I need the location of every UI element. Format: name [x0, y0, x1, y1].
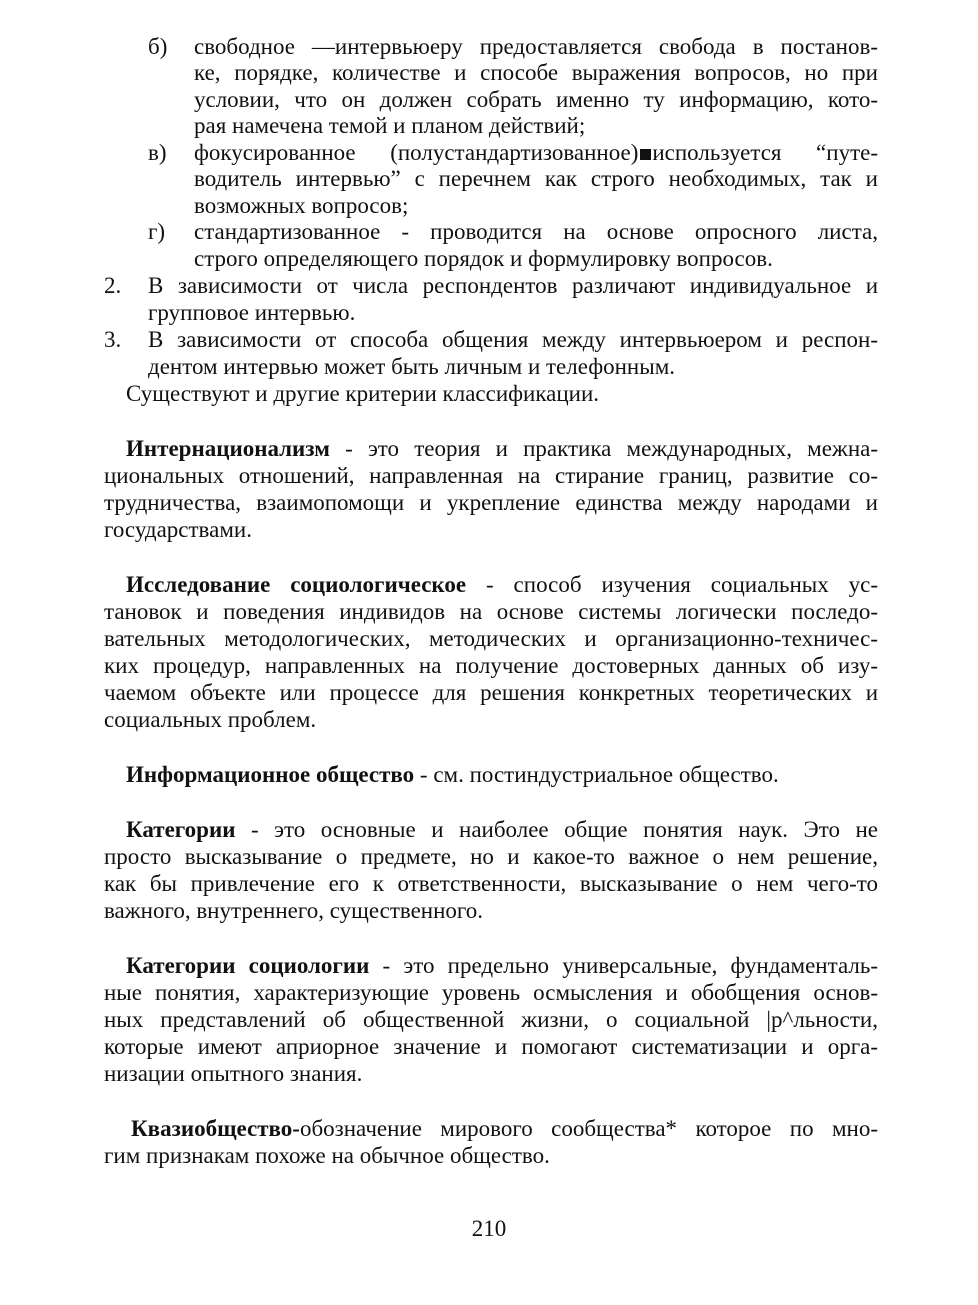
text-line: тановок и поведения индивидов на основе системы логически последо- — [104, 599, 878, 624]
term-separator: - — [466, 572, 514, 597]
text-segment: фокусированное (полустандартизованное) — [194, 140, 639, 165]
text-line: ные понятия, характеризующие уровень осмысления и обобщения основ- — [104, 980, 878, 1005]
list-marker: в) — [148, 140, 167, 165]
text-line: социальных проблем. — [104, 707, 317, 732]
text-segment: это теория и практика международных, межна- — [367, 436, 878, 461]
entry-first-line — [126, 817, 878, 843]
term-separator: - — [369, 953, 404, 978]
text-line: свободное —интервьюеру предоставляется свобода в постанов- — [194, 34, 878, 59]
entry-term: Категории социологии — [126, 953, 370, 978]
list-marker: 3. — [104, 327, 122, 352]
text-line: ке, порядке, количестве и способе выражения вопросов, но при — [194, 60, 878, 85]
text-line: трудничества, взаимопомощи и укрепление единства между народами и — [104, 490, 878, 515]
text-line: рая намечена темой и планом действий; — [194, 113, 586, 138]
list-marker: 2. — [104, 273, 122, 298]
text-line: В зависимости от числа респондентов различают индивидуальное и — [148, 273, 878, 298]
text-line: ных представлений об общественной жизни, о социальной |р^льности, — [104, 1007, 878, 1032]
text-line: водитель интервью” с перечнем как строго необходимых, так и — [194, 166, 878, 191]
text-line: групповое интервью. — [148, 300, 356, 325]
text-segment: см. постиндустриальное общество. — [433, 762, 779, 787]
text-line: гим признакам похоже на обычное общество. — [104, 1143, 550, 1168]
list-marker: б) — [148, 34, 168, 59]
text-line: циональных отношений, направленная на стирание границ, развитие со- — [104, 463, 878, 488]
text-line: строго определяющего порядок и формулировку вопросов. — [194, 246, 773, 271]
text-line: вательных методологических, методических и организационно-техничес- — [104, 626, 878, 651]
entry-first-line — [126, 436, 878, 462]
text-line — [194, 140, 878, 166]
text-line: стандартизованное - проводится на основе опросного листа, — [194, 219, 878, 244]
entry-term: Интернационализм — [126, 436, 330, 461]
text-line: государствами. — [104, 517, 252, 542]
text-line: В зависимости от способа общения между интервьюером и респон- — [148, 327, 878, 352]
text-line: дентом интервью может быть личным и телефонным. — [148, 354, 676, 379]
entry-term: Категории — [126, 817, 236, 842]
text-line: которые имеют априорное значение и помогают систематизации и орга- — [104, 1034, 878, 1059]
entry-term: Квазиобщество- — [131, 1116, 300, 1141]
text-segment: способ изучения социальных ус- — [513, 572, 878, 597]
text-line: чаемом объекте или процессе для решения конкретных теоретических и — [104, 680, 878, 705]
entry-term: Исследование социологическое — [126, 572, 467, 597]
page-number: 210 — [471, 1216, 507, 1241]
text-line: важного, внутреннего, существенного. — [104, 898, 484, 923]
text-line: как бы привлечение его к ответственности, высказывание о нем чего-то — [104, 871, 878, 896]
text-segment: обозначение мирового сообщества* которое по мно- — [299, 1116, 878, 1141]
entry-first-line — [131, 1116, 878, 1142]
text-line: просто высказывание о предмете, но и какое-то важное о нем решение, — [104, 844, 878, 869]
entry-first-line — [126, 762, 779, 788]
term-separator: - — [414, 762, 434, 787]
text-line: условии, что он должен собрать именно ту информацию, кото- — [194, 87, 878, 112]
term-separator: - — [329, 436, 368, 461]
entry-term: Информационное общество — [126, 762, 415, 787]
text-line: ких процедур, направленных на получение достоверных данных об изу- — [104, 653, 878, 678]
entry-first-line — [126, 572, 878, 598]
term-separator: - — [235, 817, 275, 842]
text-line: возможных вопросов; — [194, 193, 409, 218]
list-marker: г) — [148, 219, 166, 244]
text-line: низации опытного знания. — [104, 1061, 363, 1086]
text-segment: это предельно универсальные, фундаменталь- — [403, 953, 878, 978]
entry-first-line — [126, 953, 878, 979]
text-segment: используется “путе- — [652, 140, 878, 165]
black-square-icon — [640, 149, 651, 160]
closing-sentence: Существуют и другие критерии классификации. — [126, 381, 600, 406]
text-segment: это основные и наиболее общие понятия наук. Это не — [274, 817, 878, 842]
